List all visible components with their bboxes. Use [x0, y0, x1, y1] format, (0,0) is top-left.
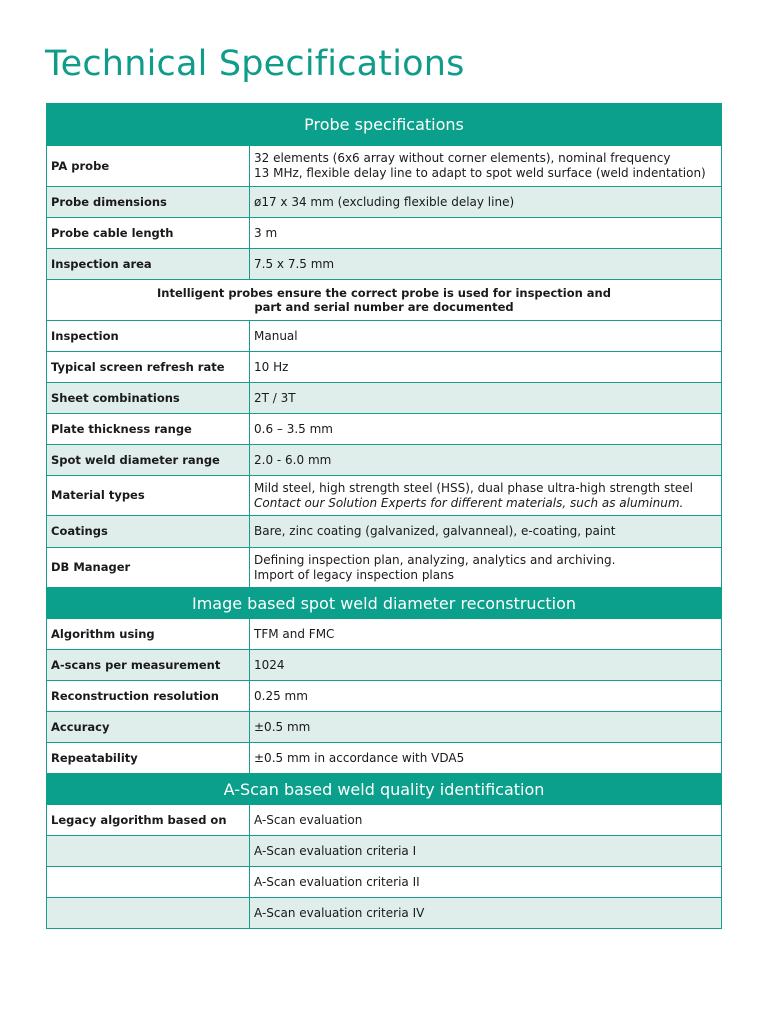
row-label: Inspection area [47, 249, 250, 280]
row-value: Manual [250, 321, 722, 352]
table-row [47, 650, 722, 681]
table-row [47, 414, 722, 445]
specifications-table [46, 103, 722, 929]
table-row [47, 619, 722, 650]
value-line: Defining inspection plan, analyzing, analytics and archiving. [254, 552, 616, 567]
table-row [47, 681, 722, 712]
value-note: Contact our Solution Experts for different materials, such as aluminum. [254, 495, 684, 510]
row-value: 0.6 – 3.5 mm [250, 414, 722, 445]
table-row [47, 383, 722, 414]
row-label [47, 867, 250, 898]
row-value: A-Scan evaluation [250, 805, 722, 836]
table-row [47, 548, 722, 588]
row-label: Reconstruction resolution [47, 681, 250, 712]
value-line: 32 elements (6x6 array without corner elements), nominal frequency [254, 151, 671, 165]
page-title: Technical Specifications [45, 44, 465, 84]
section-heading: A-Scan based weld quality identification [47, 774, 722, 805]
row-value: 1024 [250, 650, 722, 681]
table-row [47, 805, 722, 836]
table-row [47, 249, 722, 280]
row-value: A-Scan evaluation criteria II [250, 867, 722, 898]
table-row [47, 476, 722, 516]
table-row [47, 445, 722, 476]
table-row [47, 836, 722, 867]
row-label: Algorithm using [47, 619, 250, 650]
row-label: Coatings [47, 516, 250, 548]
row-value: ø17 x 34 mm (excluding flexible delay line) [250, 187, 722, 218]
row-label: A-scans per measurement [47, 650, 250, 681]
note-line: Intelligent probes ensure the correct probe is used for inspection and [157, 286, 611, 300]
section-header-probe [47, 104, 722, 146]
note-line: part and serial number are documented [254, 300, 514, 314]
table-row [47, 187, 722, 218]
table-row [47, 146, 722, 187]
row-label [47, 898, 250, 929]
section-heading: Probe specifications [47, 104, 722, 146]
value-line: Mild steel, high strength steel (HSS), dual phase ultra-high strength steel [254, 480, 693, 495]
row-value [250, 548, 722, 588]
row-value: A-Scan evaluation criteria I [250, 836, 722, 867]
row-value: 3 m [250, 218, 722, 249]
table-row [47, 321, 722, 352]
section-heading: Image based spot weld diameter reconstruction [47, 588, 722, 619]
row-value: A-Scan evaluation criteria IV [250, 898, 722, 929]
table-row [47, 218, 722, 249]
row-value [250, 476, 722, 516]
row-label: Probe cable length [47, 218, 250, 249]
row-label [47, 836, 250, 867]
value-line: 13 MHz, flexible delay line to adapt to spot weld surface (weld indentation) [254, 166, 706, 180]
probe-note [47, 280, 722, 321]
row-value: 2T / 3T [250, 383, 722, 414]
row-label: Inspection [47, 321, 250, 352]
section-header-image-reconstruction [47, 588, 722, 619]
row-value [250, 146, 722, 187]
value-line: Import of legacy inspection plans [254, 567, 454, 582]
table-row [47, 516, 722, 548]
row-label: DB Manager [47, 548, 250, 588]
row-label: Accuracy [47, 712, 250, 743]
row-label: Repeatability [47, 743, 250, 774]
section-header-ascan-quality [47, 774, 722, 805]
table-row [47, 898, 722, 929]
row-label: Plate thickness range [47, 414, 250, 445]
row-value: 0.25 mm [250, 681, 722, 712]
row-label: Probe dimensions [47, 187, 250, 218]
row-label: Material types [47, 476, 250, 516]
row-value: ±0.5 mm [250, 712, 722, 743]
row-label: Typical screen refresh rate [47, 352, 250, 383]
table-row [47, 352, 722, 383]
row-value: Bare, zinc coating (galvanized, galvanneal), e-coating, paint [250, 516, 722, 548]
row-value: ±0.5 mm in accordance with VDA5 [250, 743, 722, 774]
row-value: TFM and FMC [250, 619, 722, 650]
table-row [47, 743, 722, 774]
probe-note-row [47, 280, 722, 321]
row-label: PA probe [47, 146, 250, 187]
row-label: Legacy algorithm based on [47, 805, 250, 836]
table-row [47, 867, 722, 898]
row-value: 10 Hz [250, 352, 722, 383]
table-row [47, 712, 722, 743]
row-value: 2.0 - 6.0 mm [250, 445, 722, 476]
row-value: 7.5 x 7.5 mm [250, 249, 722, 280]
row-label: Spot weld diameter range [47, 445, 250, 476]
row-label: Sheet combinations [47, 383, 250, 414]
